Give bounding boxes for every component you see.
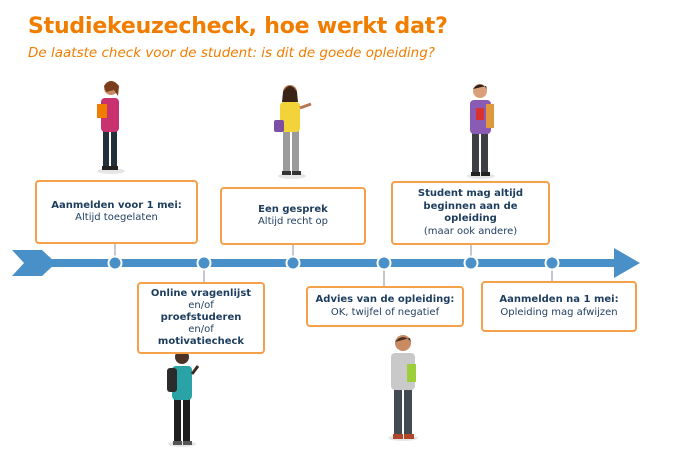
step-detail: Altijd toegelaten	[75, 212, 158, 223]
step-title-line1: Student mag altijd	[417, 188, 524, 199]
step-line: en/of	[188, 324, 214, 335]
step-line: en/of	[188, 300, 214, 311]
timeline-node	[109, 257, 122, 270]
step-title: Advies van de opleiding:	[315, 294, 455, 305]
timeline-bar	[52, 259, 622, 267]
page-title: Studiekeuzecheck, hoe werkt dat?	[28, 14, 448, 39]
timeline-tail	[12, 250, 56, 276]
step-box-aanmelden-voor	[35, 180, 198, 244]
step-box-vragenlijst	[137, 282, 265, 354]
step-title: Aanmelden voor 1 mei:	[51, 199, 182, 211]
student-figure-2	[274, 85, 311, 179]
student-figure-5	[388, 335, 418, 441]
student-figure-4	[167, 350, 198, 447]
step-box-student-mag	[391, 181, 550, 245]
step-detail: Altijd recht op	[257, 216, 329, 227]
timeline-node	[465, 257, 478, 270]
step-detail: OK, twijfel of negatief	[330, 306, 440, 318]
page-subtitle: De laatste check voor de student: is dit de goede opleiding?	[28, 45, 435, 61]
timeline-node	[378, 257, 391, 270]
step-line: Online vragenlijst	[150, 288, 252, 299]
step-detail: Opleiding mag afwijzen	[500, 306, 618, 318]
step-title: Een gesprek	[258, 203, 328, 215]
step-box-gesprek	[220, 187, 366, 245]
student-figure-1	[97, 81, 125, 174]
timeline-node	[287, 257, 300, 270]
timeline-node	[198, 257, 211, 270]
step-line: motivatiecheck	[157, 336, 245, 347]
step-title: Aanmelden na 1 mei:	[499, 294, 619, 305]
step-box-aanmelden-na	[481, 281, 637, 332]
step-title-line2: beginnen aan de opleiding	[423, 200, 518, 224]
step-line: proefstuderen	[160, 312, 242, 323]
student-figure-3	[467, 84, 495, 179]
step-detail: (maar ook andere)	[423, 225, 518, 237]
timeline-node	[546, 257, 559, 270]
step-box-advies	[306, 286, 464, 327]
timeline-arrowhead	[614, 248, 640, 278]
